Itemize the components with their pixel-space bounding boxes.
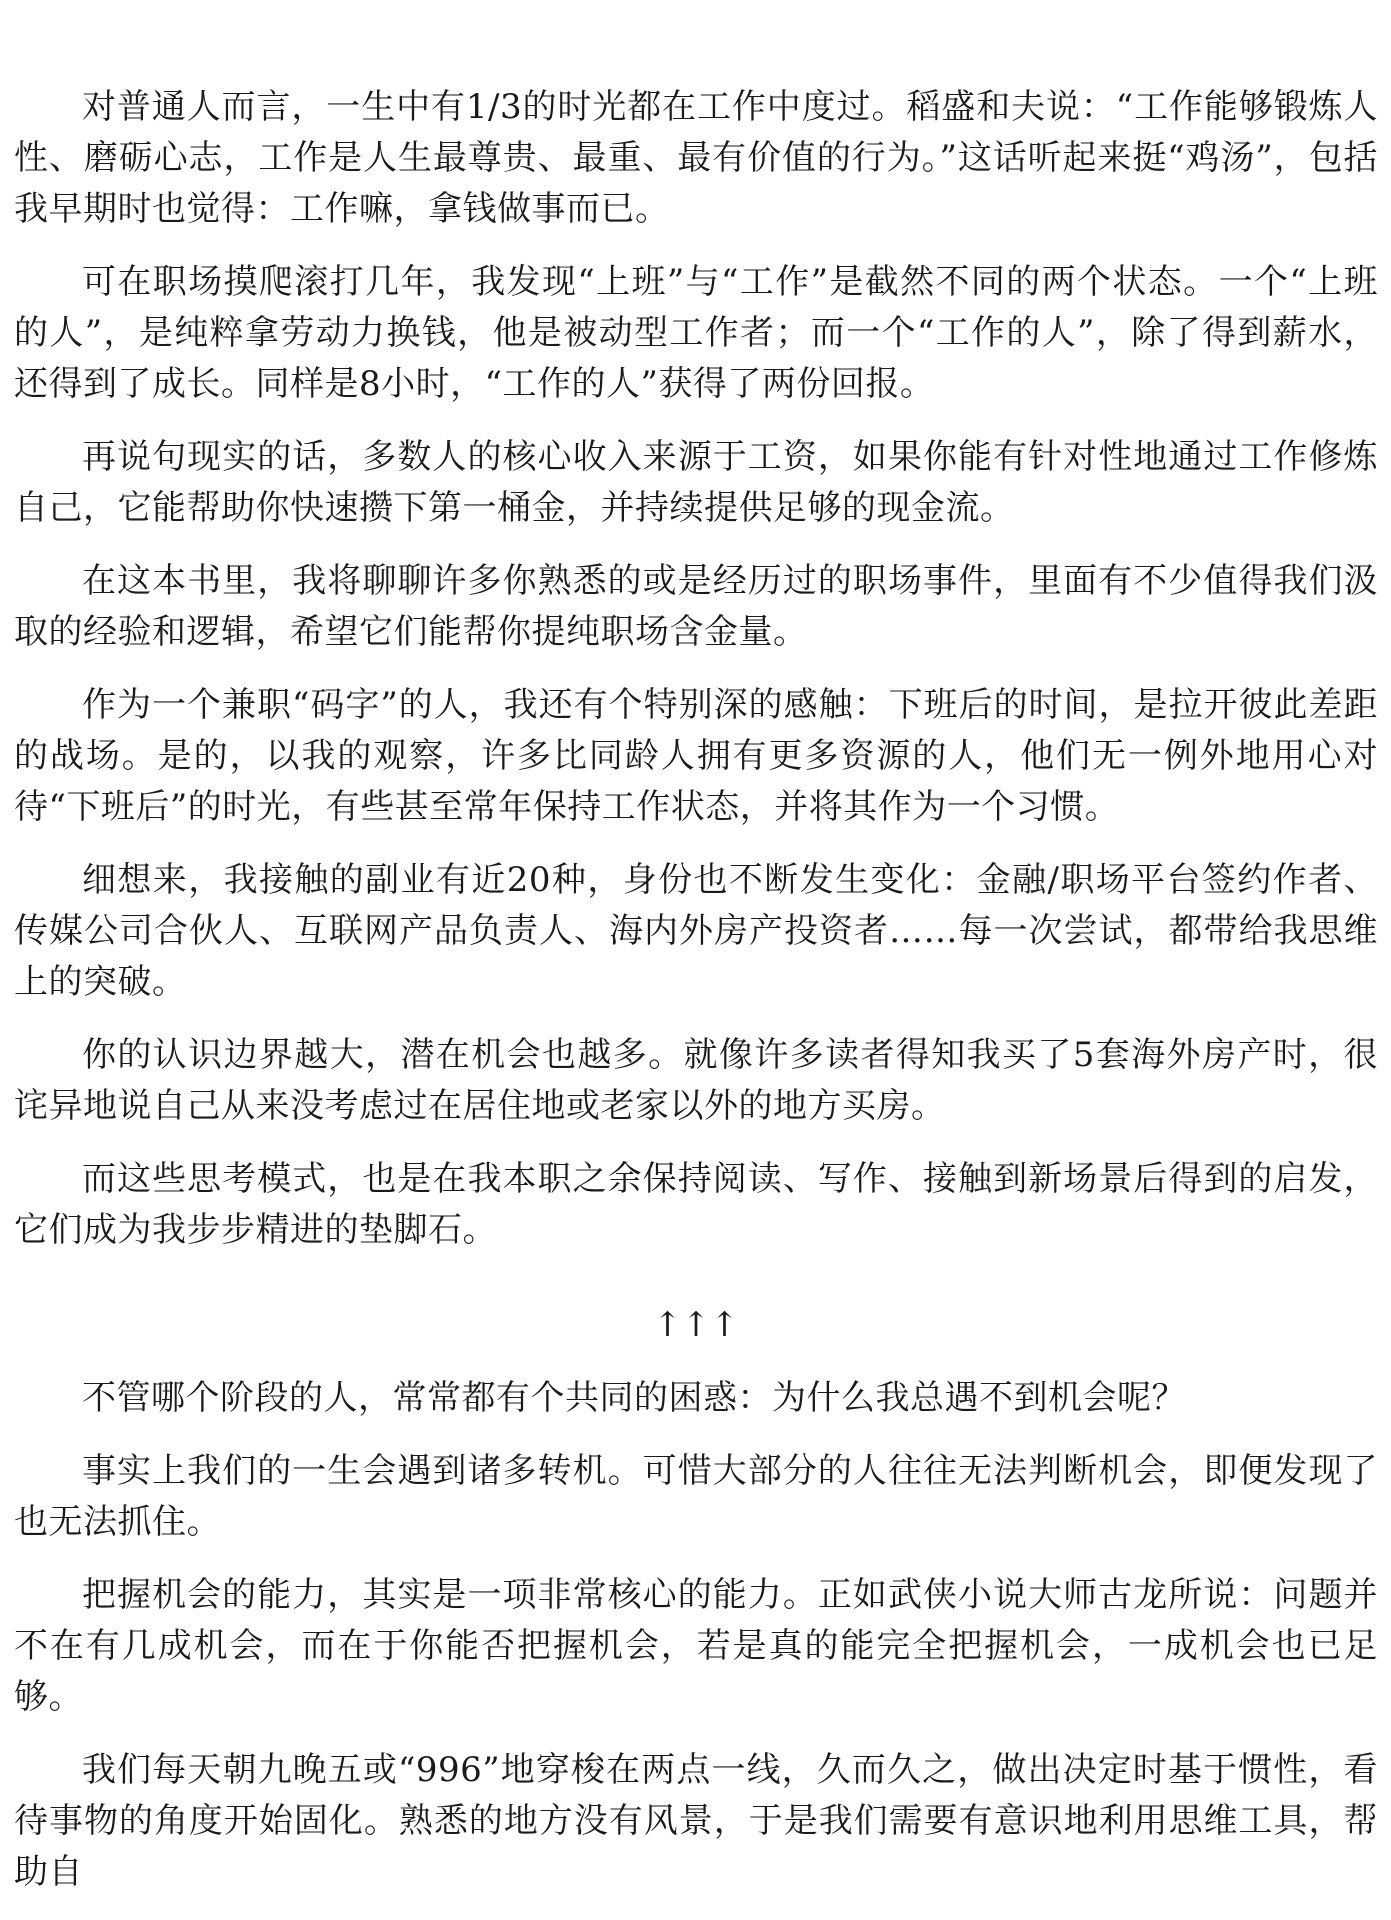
paragraph-core-income: 再说句现实的话，多数人的核心收入来源于工资，如果你能有针对性地通过工作修炼自己，它能帮助你快速攒下第一桶金，并持续提供足够的现金流。	[14, 437, 1378, 528]
paragraph-common-confusion: 不管哪个阶段的人，常常都有个共同的困惑：为什么我总遇不到机会呢？	[82, 1378, 1186, 1418]
paragraph-this-book: 在这本书里，我将聊聊许多你熟悉的或是经历过的职场事件，里面有不少值得我们汲取的经验和逻辑，希望它们能帮你提纯职场含金量。	[14, 561, 1378, 652]
paragraph-cognition-boundary: 你的认识边界越大，潜在机会也越多。就像许多读者得知我买了5套海外房产时，很诧异地说自己从来没考虑过在居住地或老家以外的地方买房。	[14, 1035, 1378, 1126]
paragraph-nine-to-five: 我们每天朝九晚五或“996”地穿梭在两点一线，久而久之，做出决定时基于惯性，看待事物的角度开始固化。熟悉的地方没有风景，于是我们需要有意识地利用思维工具，帮助自	[14, 1750, 1378, 1892]
paragraph-grasp-opportunity: 把握机会的能力，其实是一项非常核心的能力。正如武侠小说大师古龙所说：问题并不在有几成机会，而在于你能否把握机会，若是真的能完全把握机会，一成机会也已足够。	[14, 1575, 1378, 1717]
paragraph-thinking-modes: 而这些思考模式，也是在我本职之余保持阅读、写作、接触到新场景后得到的启发，它们成为我步步精进的垫脚石。	[14, 1159, 1378, 1250]
section-divider: ↑↑↑	[653, 1305, 739, 1345]
paragraph-turning-points: 事实上我们的一生会遇到诸多转机。可惜大部分的人往往无法判断机会，即便发现了也无法抓住。	[14, 1451, 1378, 1542]
paragraph-shangban-vs-gongzuo: 可在职场摸爬滚打几年，我发现“上班”与“工作”是截然不同的两个状态。一个“上班的人”，是纯粹拿劳动力换钱，他是被动型工作者；而一个“工作的人”，除了得到薪水，还得到了成长。同样是8小时，“工作的人”获得了两份回报。	[14, 262, 1378, 404]
paragraph-side-jobs: 细想来，我接触的副业有近20种，身份也不断发生变化：金融/职场平台签约作者、传媒公司合伙人、互联网产品负责人、海内外房产投资者……每一次尝试，都带给我思维上的突破。	[14, 860, 1378, 1002]
paragraph-after-work-time: 作为一个兼职“码字”的人，我还有个特别深的感触：下班后的时间，是拉开彼此差距的战场。是的，以我的观察，许多比同龄人拥有更多资源的人，他们无一例外地用心对待“下班后”的时光，有些甚至常年保持工作状态，并将其作为一个习惯。	[14, 685, 1378, 827]
paragraph-work-third-of-life: 对普通人而言，一生中有1/3的时光都在工作中度过。稻盛和夫说：“工作能够锻炼人性、磨砺心志，工作是人生最尊贵、最重、最有价值的行为。”这话听起来挺“鸡汤”，包括我早期时也觉得：工作嘛，拿钱做事而已。	[14, 87, 1378, 229]
document-page	[14, 82, 1378, 1920]
